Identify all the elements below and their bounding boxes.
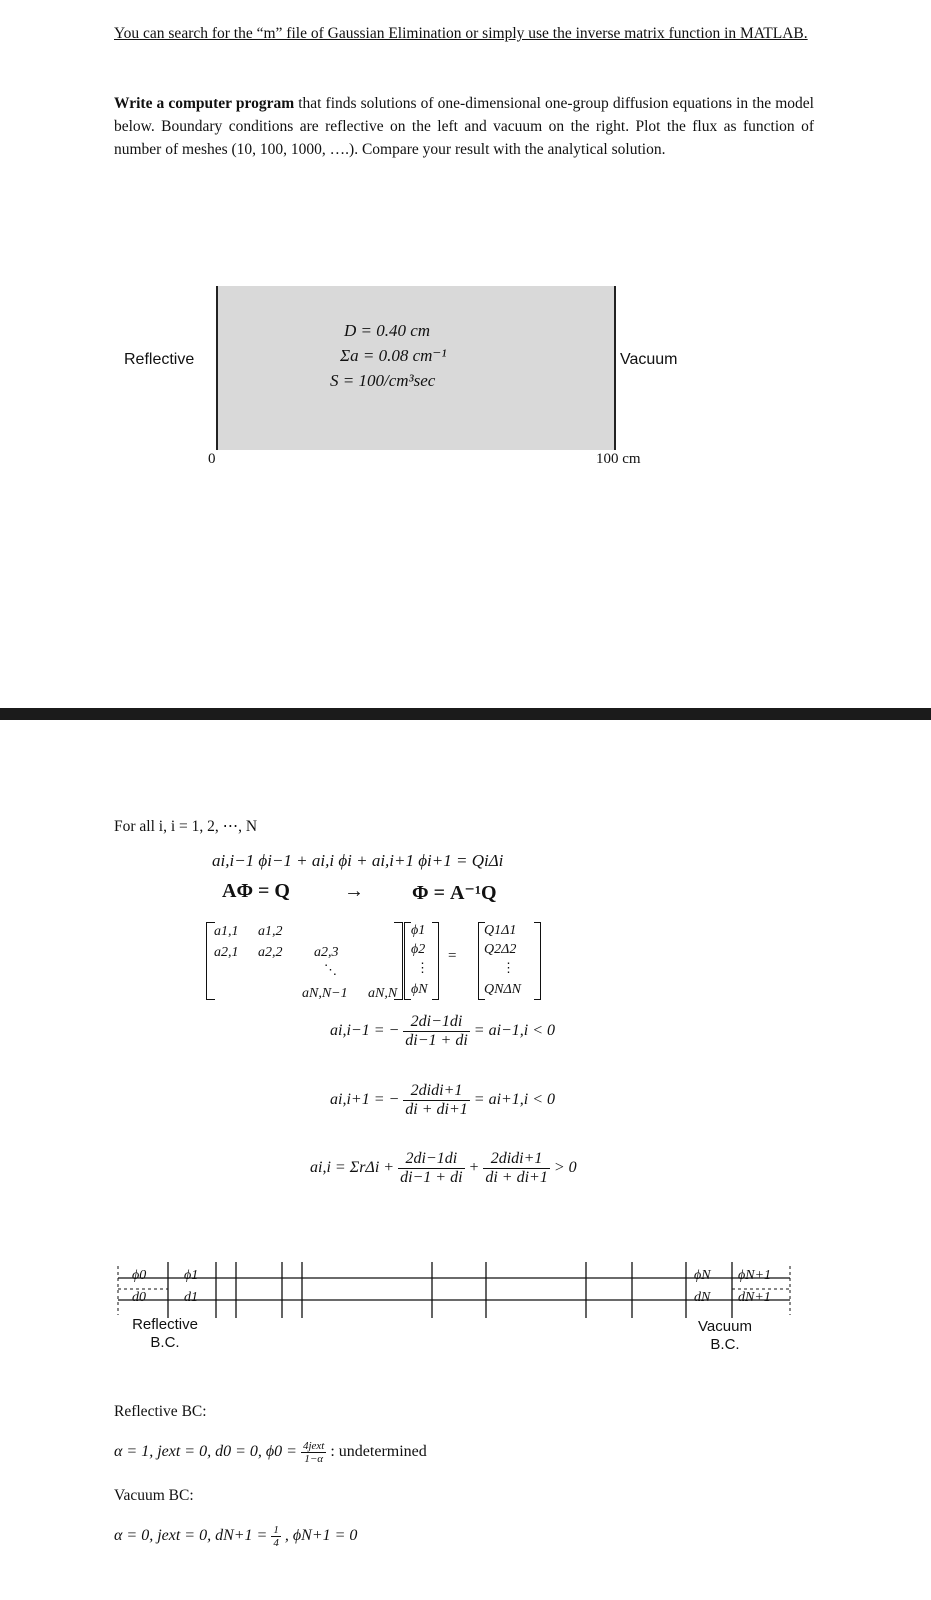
phi-2: ϕ2 xyxy=(411,942,426,957)
mesh-left-bc-line1: Reflective xyxy=(132,1316,198,1333)
matrix-a22: a2,2 xyxy=(258,945,283,960)
coef-lower-lhs: ai,i−1 = − xyxy=(330,1022,400,1040)
coef-diag-plus: + xyxy=(468,1159,480,1177)
phi-1: ϕ1 xyxy=(411,923,426,938)
x-end-label: 100 cm xyxy=(596,451,641,467)
coef-diag-num1: 2di−1di xyxy=(405,1150,458,1167)
vacuum-bc-eq: α = 0, jext = 0, dN+1 = xyxy=(114,1527,268,1545)
for-all-text: For all i, i = 1, 2, ⋯, N xyxy=(114,818,258,835)
reflective-bc-frac-num: 4jext xyxy=(302,1440,325,1452)
mesh-d1: d1 xyxy=(184,1290,198,1305)
matrix-a21: a2,1 xyxy=(214,945,239,960)
reflective-bc-note: : undetermined xyxy=(330,1443,427,1461)
task-bold: Write a computer program xyxy=(114,95,295,112)
task-rest: that finds solutions of one-dimensional one-group diffusion equations in the model below. Boundary conditions are reflective on the left and vacuum on the right. Plot the flux as function of number of meshes (10, 100, 1000, ….). Compare your result with the analytical solution. xyxy=(114,95,814,158)
coef-lower-rhs: = ai−1,i < 0 xyxy=(473,1022,556,1040)
mesh-left-bc-line2: B.C. xyxy=(150,1334,180,1351)
matrix-aNN1: aN,N−1 xyxy=(302,986,348,1001)
coef-upper-num: 2didi+1 xyxy=(410,1082,463,1099)
coef-lower-den: di−1 + di xyxy=(405,1032,468,1049)
param-d: D = 0.40 cm xyxy=(344,321,431,340)
coef-diag-den2: di + di+1 xyxy=(485,1169,548,1186)
coef-upper-rhs: = ai+1,i < 0 xyxy=(473,1091,556,1109)
coef-lower-num: 2di−1di xyxy=(410,1013,463,1030)
vacuum-bc-tail: , ϕN+1 = 0 xyxy=(284,1527,358,1545)
matrix-form: AΦ = Q xyxy=(222,880,290,902)
mesh-phi0: ϕ0 xyxy=(132,1268,147,1283)
q-2: Q2Δ2 xyxy=(484,942,517,957)
mesh-d0: d0 xyxy=(132,1290,146,1305)
mesh-dN1: dN+1 xyxy=(738,1290,771,1305)
param-sigma: Σa = 0.08 cm⁻¹ xyxy=(340,346,447,365)
coef-diag-den1: di−1 + di xyxy=(400,1169,463,1186)
matrix-a23: a2,3 xyxy=(314,945,339,960)
phi-vdots: ⋮ xyxy=(416,960,429,975)
vector-equals: = xyxy=(448,948,457,964)
vacuum-bc-frac xyxy=(271,1524,281,1549)
model-right-label: Vacuum xyxy=(620,351,678,368)
mesh-right-bc-line1: Vacuum xyxy=(698,1318,752,1335)
phi-N: ϕN xyxy=(411,982,428,997)
mesh-phiN1: ϕN+1 xyxy=(738,1268,772,1283)
mesh-left-bc-label xyxy=(110,1316,220,1352)
model-left-label: Reflective xyxy=(124,351,195,368)
reflective-bc-eq: α = 1, jext = 0, d0 = 0, ϕ0 = xyxy=(114,1443,297,1461)
x-start-label: 0 xyxy=(208,451,216,467)
vacuum-bc-frac-num: 1 xyxy=(273,1524,279,1536)
solution-form: Φ = A⁻¹Q xyxy=(412,882,497,904)
matrix-a12: a1,2 xyxy=(258,924,283,939)
q-1: Q1Δ1 xyxy=(484,923,517,938)
mesh-dN: dN xyxy=(694,1290,711,1305)
mesh-right-bc-label xyxy=(680,1318,770,1354)
q-vdots: ⋮ xyxy=(502,960,515,975)
intro-text: You can search for the “m” file of Gaussian Elimination or simply use the inverse matrix function in MATLAB. xyxy=(114,25,808,42)
mesh-phiN: ϕN xyxy=(694,1268,711,1283)
coef-upper-lhs: ai,i+1 = − xyxy=(330,1091,400,1109)
param-source: S = 100/cm³sec xyxy=(330,371,436,390)
coef-diag-num2: 2didi+1 xyxy=(490,1150,543,1167)
coef-diag-lhs: ai,i = ΣrΔi + xyxy=(310,1159,395,1177)
vacuum-bc-title: Vacuum BC: xyxy=(114,1487,194,1504)
reflective-bc-frac-den: 1−α xyxy=(301,1452,326,1465)
matrix-ddots: ⋱ xyxy=(324,962,337,977)
coef-upper-den: di + di+1 xyxy=(405,1101,468,1118)
vacuum-bc-frac-den: 4 xyxy=(273,1537,279,1549)
arrow-icon: → xyxy=(344,880,364,902)
matrix-a11: a1,1 xyxy=(214,924,239,939)
reflective-bc-title: Reflective BC: xyxy=(114,1403,207,1420)
vacuum-bc-equation xyxy=(114,1524,357,1549)
reflective-bc-equation xyxy=(114,1440,427,1465)
reflective-bc-frac xyxy=(301,1440,326,1465)
matrix-aNN: aN,N xyxy=(368,986,398,1001)
coef-diag-rhs: > 0 xyxy=(553,1159,577,1177)
q-N: QNΔN xyxy=(484,982,522,997)
mesh-phi1: ϕ1 xyxy=(184,1268,199,1283)
main-equation: ai,i−1 ϕi−1 + ai,i ϕi + ai,i+1 ϕi+1 = QiΔi xyxy=(212,851,504,870)
mesh-right-bc-line2: B.C. xyxy=(710,1336,740,1353)
